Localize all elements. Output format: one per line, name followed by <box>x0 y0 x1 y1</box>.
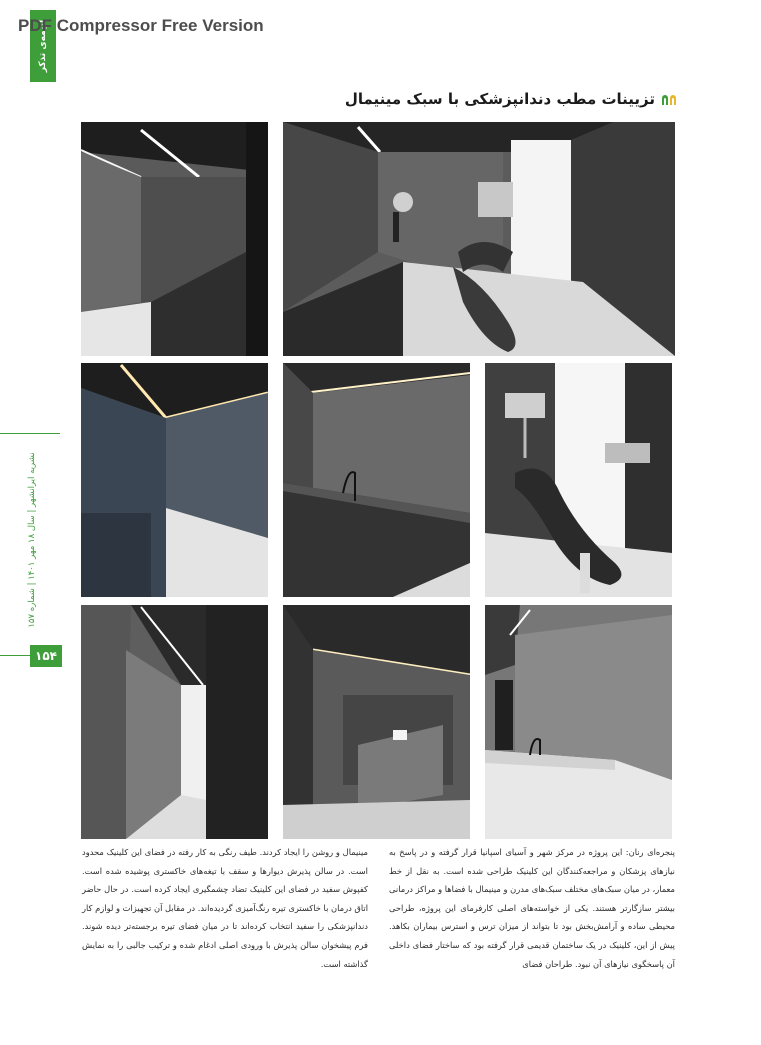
page-number-line <box>0 655 30 656</box>
photo-hallway-blue <box>81 363 268 597</box>
side-divider <box>0 433 60 434</box>
photo-corridor-counter <box>81 122 268 356</box>
article-title <box>345 90 677 108</box>
photo-treatment-room <box>283 122 675 356</box>
page-number: ۱۵۴ <box>30 645 62 667</box>
article-text-left: مینیمال و روشن را ایجاد کردند. طیف رنگی به کار رفته در فضای این کلینیک محدود است. در سالن پذیرش دیوارها و سقف با تیغه‌های خاکستری پوشیده شده است. کفپوش سفید در فضای این کلینیک تضاد چشمگیری ایجاد کرده است. در حال حاضر اتاق درمان با خاکستری تیره رنگ‌آمیزی گردیده‌اند. در مقابل آن تجهیزات و لوازم کار دندانپزشکی را سفید انتخاب کرده‌اند تا در میان فضای تیره برجسته‌تر دیده شوند. فرم پیشخوان سالن پذیرش با ورودی اصلی ادغام شده و ترکیب جالبی را به نمایش گذاشته است. <box>82 847 368 969</box>
photo-reception-desk <box>283 605 470 839</box>
columns-icon <box>661 92 677 106</box>
pdf-watermark: PDF Compressor Free Version <box>18 16 264 35</box>
article-text-right: پنجره‌ای رنان: این پروژه در مرکز شهر و آسیای اسپانیا قرار گرفته و در پاسخ به نیازهای پزشکان و مراجعه‌کنندگان این کلینیک طراحی شده است. به نقل از خط معمار، در میان سبک‌های مختلف سبک‌های مدرن و مینیمال با فضاها و مراکز درمانی بیشتر سازگارتر هستند. یکی از خواسته‌های اصلی کارفرمای این پروژه، طراحی محیطی ساده و آرامش‌بخش بود تا بتواند از میزان ترس و استرس بیماران بکاهد. پیش از این، کلینیک در یک ساختمان قدیمی قرار گرفته بود که ساختار فضای داخلی آن پاسخگوی نیازهای آن نبود. طراحان فضای <box>389 847 675 969</box>
photo-reception-counter <box>283 363 470 597</box>
journal-info <box>22 440 42 640</box>
photo-sink-room <box>485 605 672 839</box>
photo-dental-chair <box>485 363 672 597</box>
section-tab-label: انیمه‌ی تذکر <box>38 19 48 73</box>
photo-door-corridor <box>81 605 268 839</box>
journal-info-label: نشریه ایرانشهر | سال ۱۸ مهر ۱۴۰۱ | شماره ۱۵۷ <box>27 452 37 628</box>
article-title-text: تزیینات مطب دندانپزشکی با سبک مینیمال <box>344 90 655 108</box>
